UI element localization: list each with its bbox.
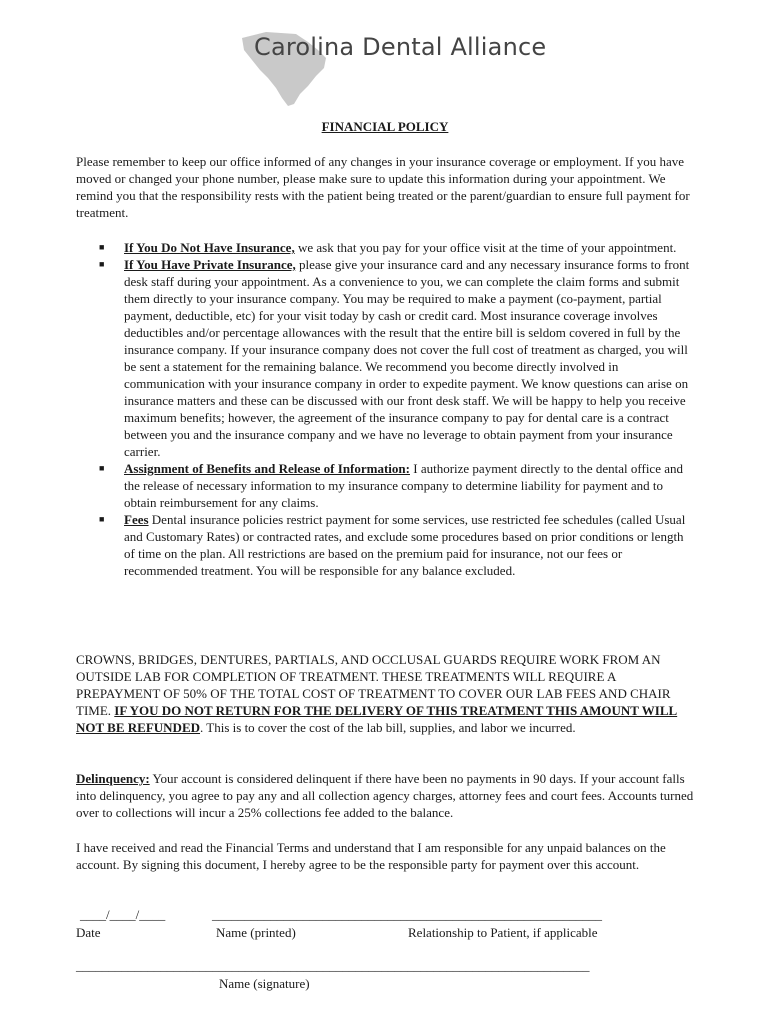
bullet-square-icon: ■	[99, 242, 105, 252]
page-title: FINANCIAL POLICY	[321, 119, 449, 134]
bullet-lead: Assignment of Benefits and Release of Information:	[124, 461, 410, 476]
bullet-lead: Fees	[124, 512, 149, 527]
list-item	[76, 460, 696, 511]
signature-label: Name (signature)	[219, 976, 310, 991]
date-label: Date	[76, 925, 101, 940]
bullet-square-icon: ■	[99, 463, 105, 473]
intro-paragraph: Please remember to keep our office informed of any changes in your insurance coverage or employment. If you have moved or changed your phone number, please make sure to update this information during your appointment. We remind you that the responsibility rests with the patient being treated or the parent/guardian to ensure full payment for treatment.	[76, 154, 690, 220]
lab-work-paragraph	[76, 651, 696, 736]
delinquency-lead: Delinquency:	[76, 771, 150, 786]
bullet-lead: If You Have Private Insurance,	[124, 257, 296, 272]
no-refund-notice: IF YOU DO NOT RETURN FOR THE DELIVERY OF THIS TREATMENT THIS AMOUNT WILL NOT BE REFUNDED	[76, 703, 678, 735]
delinquency-paragraph	[76, 770, 696, 821]
relationship-label: Relationship to Patient, if applicable	[408, 925, 598, 940]
bullet-lead: If You Do Not Have Insurance,	[124, 240, 295, 255]
date-field-line[interactable]: ____/____/____	[80, 907, 166, 922]
bullet-square-icon: ■	[99, 259, 105, 269]
bullet-square-icon: ■	[99, 514, 105, 524]
list-item	[76, 256, 696, 460]
bullet-text: Dental insurance policies restrict payment for some services, use restricted fee schedules (called Usual and Customary Rates) or contracted rates, and exclude some procedures based on prior conditions or length of time on the plan. All restrictions are based on the premium paid for insurance, not our fees or recommended treatment. You will be responsible for any balance excluded.	[124, 512, 686, 578]
bullet-text: please give your insurance card and any necessary insurance forms to front desk staff during your appointment. As a convenience to you, we can complete the claim forms and submit them directly to your insurance company. You may be required to make a payment (co-payment, partial payment, deductible, etc) for your visit today by cash or credit card. Most insurance coverage involves deductibles and/or percentage allowances with the result that the entire bill is seldom covered in full by the insurance company. If your insurance company does not cover the full cost of treatment as charged, you will be sent a statement for the remaining balance. We recommend you become directly involved in communication with your insurance company in order to expedite payment. We know questions can arise on insurance matters and these can be discussed with our front desk staff. We will be happy to help you receive maximum benefits; however, the agreement of the insurance company to pay for dental care is a contract between you and the insurance company and we have no leverage to obtain payment from your insurance carrier.	[124, 257, 690, 459]
printed-name-label: Name (printed)	[216, 925, 296, 940]
printed-name-field-line[interactable]: ____________________________________________________________	[212, 907, 602, 922]
delinquency-text: Your account is considered delinquent if there have been no payments in 90 days. If your account falls into delinquency, you agree to pay any and all collection agency charges, attorney fees and court fees. Accounts turned over to collections will incur a 25% collections fee added to the balance.	[76, 771, 694, 820]
lab-work-text-end: . This is to cover the cost of the lab bill, supplies, and labor we incurred.	[200, 720, 576, 735]
list-item	[76, 239, 696, 256]
bullet-text: we ask that you pay for your office visit at the time of your appointment.	[294, 240, 677, 255]
bullet-text: I authorize payment directly to the dental office and the release of necessary information to my insurance company to determine liability for payment and to obtain reimbursement for any claims.	[124, 461, 683, 510]
acknowledgement-paragraph: I have received and read the Financial Terms and understand that I am responsible for any unpaid balances on the account. By signing this document, I hereby agree to be the responsible party for payment over this account.	[76, 840, 666, 872]
signature-field-line[interactable]: _______________________________________________________________________________	[76, 958, 590, 973]
policy-bullet-list	[76, 239, 696, 579]
lab-work-text: CROWNS, BRIDGES, DENTURES, PARTIALS, AND OCCLUSAL GUARDS REQUIRE WORK FROM AN OUTSIDE LAB FOR COMPLETION OF TREATMENT. THESE TREATMENTS WILL REQUIRE A PREPAYMENT OF 50% OF THE TOTAL COST OF TREATMENT TO COVER OUR LAB FEES AND CHAIR TIME.	[76, 652, 671, 718]
clinic-logo-text: Carolina Dental Alliance	[254, 33, 547, 61]
list-item	[76, 511, 696, 579]
